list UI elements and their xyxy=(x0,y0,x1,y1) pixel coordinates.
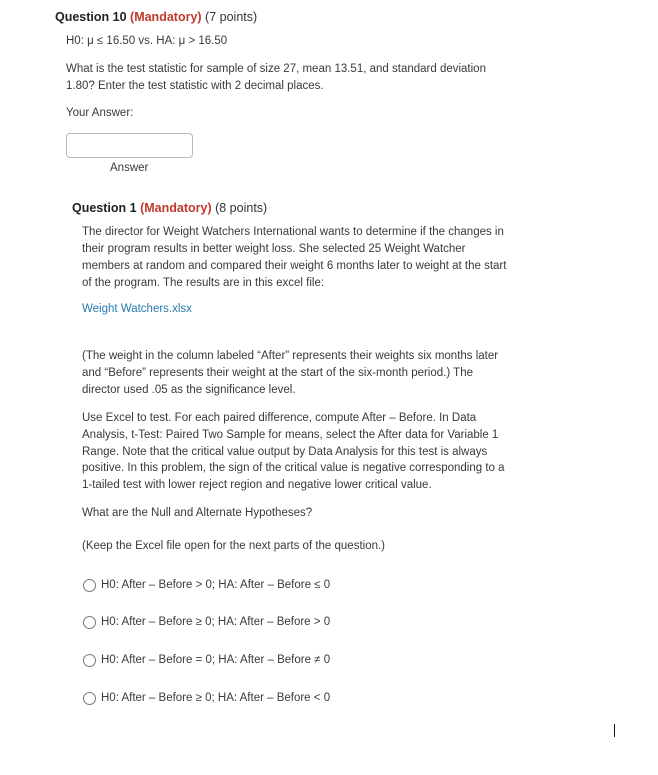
text-line: Use Excel to test. For each paired difference, compute After – Before. In Data xyxy=(82,412,477,424)
excel-file-link[interactable]: Weight Watchers.xlsx xyxy=(82,303,192,315)
points-label: (7 points) xyxy=(205,10,258,24)
option-label: H0: After – Before ≥ 0; HA: After – Before < 0 xyxy=(101,692,331,704)
text-line: and “Before” represents their weight at the start of the six-month period.) The xyxy=(82,367,473,379)
question-prompt: What are the Null and Alternate Hypotheses? xyxy=(82,507,313,519)
text-line: positive. In this problem, the sign of the critical value is negative corresponding to a xyxy=(82,462,505,474)
text-line: (The weight in the column labeled “After” represents their weights six months later xyxy=(82,350,499,362)
radio-button[interactable] xyxy=(83,692,96,705)
option-label: H0: After – Before = 0; HA: After – Before ≠ 0 xyxy=(101,654,331,666)
text-line: their program results in better weight loss. She selected 25 Weight Watcher xyxy=(82,243,466,255)
points-label: (8 points) xyxy=(215,201,268,215)
question-1-header xyxy=(72,201,267,215)
text-line: director used .05 as the significance level. xyxy=(82,384,296,396)
question-number: Question 10 xyxy=(55,10,127,24)
mandatory-label: (Mandatory) xyxy=(130,10,202,24)
radio-button[interactable] xyxy=(83,579,96,592)
text-line: members at random and compared their weight 6 months later to weight at the start xyxy=(82,260,507,272)
option-2[interactable] xyxy=(83,613,330,631)
option-3[interactable] xyxy=(83,651,330,669)
mandatory-label: (Mandatory) xyxy=(140,201,212,215)
text-line: Analysis, t-Test: Paired Two Sample for means, select the After data for Variable 1 xyxy=(82,429,499,441)
hypothesis-text: H0: μ ≤ 16.50 vs. HA: μ > 16.50 xyxy=(66,35,228,47)
text-cursor-icon xyxy=(614,724,615,737)
your-answer-label: Your Answer: xyxy=(66,107,134,119)
text-line: of the program. The results are in this excel file: xyxy=(82,277,325,289)
option-1[interactable] xyxy=(83,576,330,594)
option-label: H0: After – Before > 0; HA: After – Before ≤ 0 xyxy=(101,579,331,591)
radio-button[interactable] xyxy=(83,654,96,667)
option-label: H0: After – Before ≥ 0; HA: After – Before > 0 xyxy=(101,616,331,628)
radio-button[interactable] xyxy=(83,616,96,629)
note-text: (Keep the Excel file open for the next parts of the question.) xyxy=(82,540,386,552)
answer-caption: Answer xyxy=(110,162,149,174)
text-line: Range. Note that the critical value output by Data Analysis for this test is always xyxy=(82,446,488,458)
prompt-line-2: 1.80? Enter the test statistic with 2 decimal places. xyxy=(66,80,324,92)
text-line: 1-tailed test with lower reject region and negative lower critical value. xyxy=(82,479,432,491)
text-line: The director for Weight Watchers International wants to determine if the changes in xyxy=(82,226,504,238)
option-4[interactable] xyxy=(83,689,330,707)
question-10-header xyxy=(55,10,257,24)
answer-input[interactable] xyxy=(66,133,193,158)
question-number: Question 1 xyxy=(72,201,137,215)
prompt-line-1: What is the test statistic for sample of size 27, mean 13.51, and standard deviation xyxy=(66,63,486,75)
